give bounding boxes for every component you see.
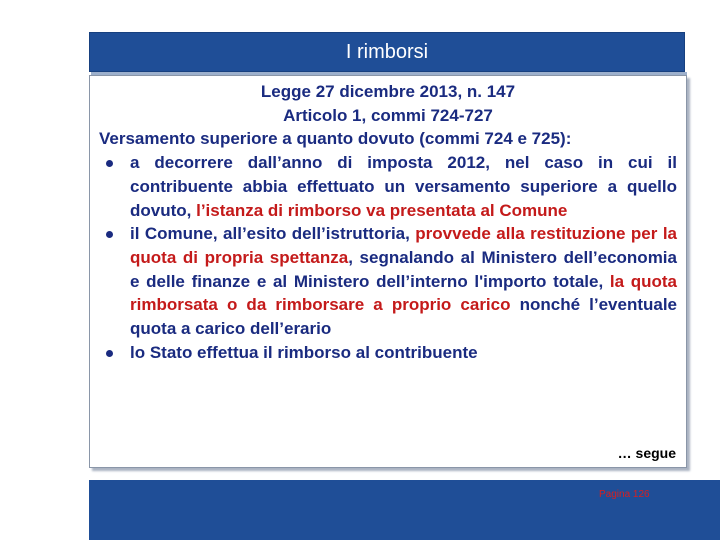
bullet-2-highlight-b: la quota rimborsata o da rimborsare a proprio carico [130,271,678,315]
bullet-1-highlight: l’istanza di rimborso va presentata al Comune [196,200,568,220]
article-reference: Articolo 1, commi 724-727 [283,105,493,125]
bullet-1-text: a decorrere dall’anno di imposta 2012, nel caso in cui il contribuente abbia effettuato un versamento superiore a quello dovuto, [130,153,677,220]
bullet-item-1 [99,151,677,222]
bullet-2-highlight-a: provvede alla restituzione per la quota di propria spettanza [130,224,677,267]
bullet-icon [106,231,113,238]
continue-label: … segue [617,445,676,461]
bullet-icon [106,160,113,167]
bullet-item-3 [99,341,677,365]
slide-title-bar [89,32,685,72]
bullet-2-text-b: , segnalando al Ministero dell’economia e delle finanze e al Ministero dell’interno l'importo totale, [130,247,677,291]
law-reference: Legge 27 dicembre 2013, n. 147 [260,82,516,101]
page-number: Pagina 126 [599,489,650,500]
bullet-icon [106,350,113,357]
content-text [99,80,677,364]
bullet-list [99,151,677,364]
section-heading: Versamento superiore a quanto dovuto (commi 724 e 725): [99,129,572,149]
bullet-2-text-a: il Comune, all’esito dell’istruttoria, [130,224,416,244]
slide-title: I rimborsi [345,40,429,63]
bullet-item-2 [99,222,677,341]
bullet-3-text: lo Stato effettua il rimborso al contribuente [130,342,478,362]
bullet-2-text-c: nonché l’eventuale quota a carico dell’erario [130,295,678,339]
